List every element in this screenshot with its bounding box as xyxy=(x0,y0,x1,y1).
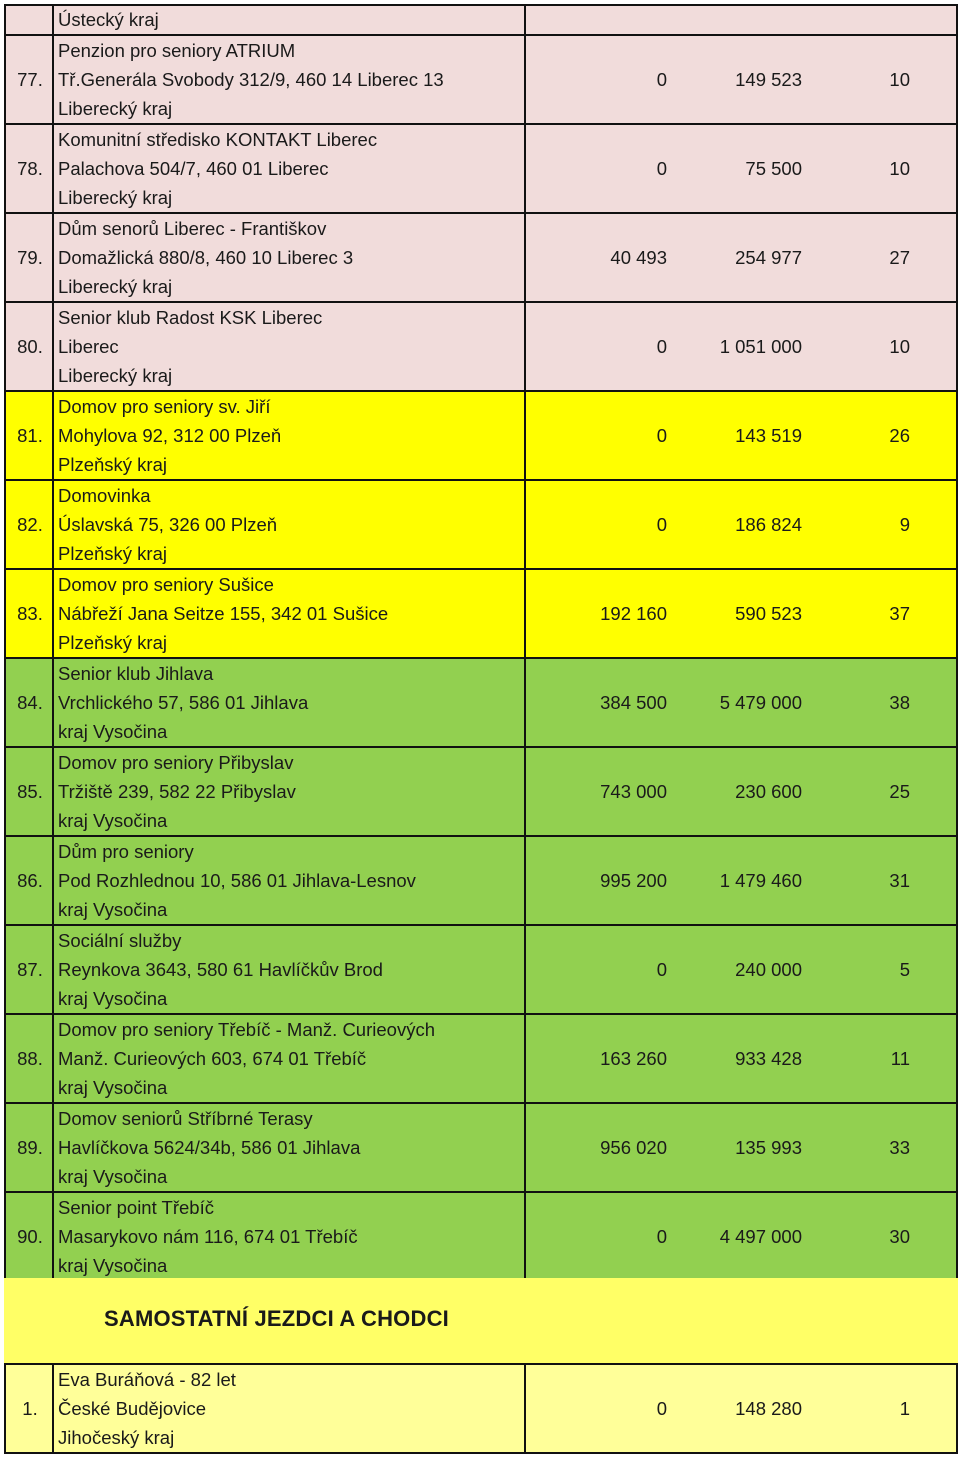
row-number: 79. xyxy=(5,213,53,302)
row-values-cell xyxy=(525,302,957,391)
row-value-1: 0 xyxy=(656,1225,667,1247)
row-name-cell xyxy=(53,569,525,658)
row-number: 89. xyxy=(5,1103,53,1192)
row-value-2: 135 993 xyxy=(735,1136,802,1158)
row-facility-name: Penzion pro seniory ATRIUM xyxy=(58,40,296,61)
row-facility-name: Domov pro seniory Třebíč - Manž. Curieových xyxy=(58,1019,435,1040)
row-value-2: 75 500 xyxy=(745,157,802,179)
row-name-cell xyxy=(53,213,525,302)
table-row xyxy=(5,836,957,925)
table-row xyxy=(5,35,957,124)
row-facility-name: Domov seniorů Stříbrné Terasy xyxy=(58,1108,313,1129)
row-region: Liberecký kraj xyxy=(58,187,173,208)
row-name-cell xyxy=(53,391,525,480)
row-value-2: 1 479 460 xyxy=(719,869,802,891)
row-values-cell xyxy=(525,925,957,1014)
row-name-cell xyxy=(53,925,525,1014)
row-value-3: 10 xyxy=(889,157,910,179)
row-name-cell xyxy=(53,35,525,124)
row-address: České Budějovice xyxy=(58,1398,207,1419)
row-number: 90. xyxy=(5,1192,53,1281)
row-address: Vrchlického 57, 586 01 Jihlava xyxy=(58,692,309,713)
row-value-2: 230 600 xyxy=(735,780,802,802)
row-value-3: 11 xyxy=(890,1047,910,1069)
row-number: 77. xyxy=(5,35,53,124)
row-name-cell xyxy=(53,302,525,391)
row-name-cell xyxy=(53,1014,525,1103)
table-row xyxy=(5,1014,957,1103)
row-number: 78. xyxy=(5,124,53,213)
section-table xyxy=(4,1363,958,1454)
row-number: 83. xyxy=(5,569,53,658)
row-name-cell xyxy=(53,747,525,836)
row-number: 85. xyxy=(5,747,53,836)
row-region: kraj Vysočina xyxy=(58,899,168,920)
row-address: Masarykovo nám 116, 674 01 Třebíč xyxy=(58,1226,358,1247)
row-number: 1. xyxy=(5,1364,53,1453)
row-value-1: 0 xyxy=(656,157,667,179)
table-row xyxy=(5,480,957,569)
section-table-body xyxy=(5,1364,957,1453)
row-address: Mohylova 92, 312 00 Plzeň xyxy=(58,425,282,446)
row-name-cell xyxy=(53,480,525,569)
row-value-2: 1 051 000 xyxy=(719,335,802,357)
row-values-cell xyxy=(525,213,957,302)
row-value-1: 384 500 xyxy=(600,691,667,713)
row-value-3: 5 xyxy=(899,958,910,980)
row-facility-name: Domov pro seniory Sušice xyxy=(58,574,274,595)
row-facility-name: Dům pro seniory xyxy=(58,841,194,862)
row-number: 80. xyxy=(5,302,53,391)
row-number: 87. xyxy=(5,925,53,1014)
table-row xyxy=(5,569,957,658)
row-facility-name: Domov pro seniory sv. Jiří xyxy=(58,396,271,417)
row-region: Liberecký kraj xyxy=(58,276,173,297)
row-region: kraj Vysočina xyxy=(58,1166,168,1187)
row-name-cell xyxy=(53,1103,525,1192)
row-address: Úslavská 75, 326 00 Plzeň xyxy=(58,514,278,535)
row-values-cell xyxy=(525,1014,957,1103)
row-region: kraj Vysočina xyxy=(58,1077,168,1098)
row-values-cell xyxy=(525,569,957,658)
row-value-2: 186 824 xyxy=(735,513,802,535)
row-values-cell xyxy=(525,747,957,836)
row-region: Plzeňský kraj xyxy=(58,454,167,475)
table-row xyxy=(5,747,957,836)
row-address: Havlíčkova 5624/34b, 586 01 Jihlava xyxy=(58,1137,361,1158)
table-row xyxy=(5,213,957,302)
table-row-partial xyxy=(5,5,957,35)
row-number-cell xyxy=(5,5,53,35)
row-value-3: 25 xyxy=(889,780,910,802)
row-value-2: 5 479 000 xyxy=(719,691,802,713)
row-value-3: 1 xyxy=(899,1397,910,1419)
row-address: Pod Rozhlednou 10, 586 01 Jihlava-Lesnov xyxy=(58,870,416,891)
row-address: Palachova 504/7, 460 01 Liberec xyxy=(58,158,329,179)
row-region: Liberecký kraj xyxy=(58,365,173,386)
row-value-1: 0 xyxy=(656,68,667,90)
row-facility-name: Komunitní středisko KONTAKT Liberec xyxy=(58,129,378,150)
row-value-2: 933 428 xyxy=(735,1047,802,1069)
row-value-3: 9 xyxy=(899,513,910,535)
row-value-1: 0 xyxy=(656,335,667,357)
row-value-2: 149 523 xyxy=(735,68,802,90)
row-name-cell xyxy=(53,124,525,213)
row-number: 86. xyxy=(5,836,53,925)
row-values-cell xyxy=(525,391,957,480)
row-value-1: 0 xyxy=(656,424,667,446)
row-values-cell xyxy=(525,1103,957,1192)
row-region: Plzeňský kraj xyxy=(58,632,167,653)
records-table-container xyxy=(4,4,958,1282)
row-value-3: 38 xyxy=(889,691,910,713)
row-address: Liberec xyxy=(58,336,119,357)
row-value-3: 26 xyxy=(889,424,910,446)
row-value-1: 0 xyxy=(656,513,667,535)
row-region: Liberecký kraj xyxy=(58,98,173,119)
table-row xyxy=(5,1364,957,1453)
row-number: 88. xyxy=(5,1014,53,1103)
table-row xyxy=(5,1103,957,1192)
row-facility-name: Domovinka xyxy=(58,485,151,506)
section-table-container xyxy=(4,1363,958,1454)
table-row xyxy=(5,391,957,480)
table-row xyxy=(5,925,957,1014)
row-value-1: 163 260 xyxy=(600,1047,667,1069)
row-value-1: 743 000 xyxy=(600,780,667,802)
row-name-cell xyxy=(53,658,525,747)
row-address: Reynkova 3643, 580 61 Havlíčkův Brod xyxy=(58,959,383,980)
row-value-2: 254 977 xyxy=(735,246,802,268)
row-value-2: 240 000 xyxy=(735,958,802,980)
section-header xyxy=(4,1278,958,1364)
row-region: Jihočeský kraj xyxy=(58,1427,175,1448)
row-address: Tř.Generála Svobody 312/9, 460 14 Liberec 13 xyxy=(58,69,444,90)
row-region: kraj Vysočina xyxy=(58,1255,168,1276)
row-value-3: 31 xyxy=(889,869,910,891)
row-value-2: 590 523 xyxy=(735,602,802,624)
row-region: Ústecký kraj xyxy=(58,9,159,30)
row-region: kraj Vysočina xyxy=(58,988,168,1009)
row-value-3: 33 xyxy=(889,1136,910,1158)
row-value-1: 0 xyxy=(656,1397,667,1419)
row-values-cell xyxy=(525,658,957,747)
table-row xyxy=(5,124,957,213)
row-number: 82. xyxy=(5,480,53,569)
row-address: Nábřeží Jana Seitze 155, 342 01 Sušice xyxy=(58,603,389,624)
row-name-cell xyxy=(53,1192,525,1281)
row-number: 81. xyxy=(5,391,53,480)
row-value-1: 40 493 xyxy=(610,246,667,268)
row-values-cell xyxy=(525,1364,957,1453)
row-value-3: 30 xyxy=(889,1225,910,1247)
row-region: kraj Vysočina xyxy=(58,721,168,742)
row-name-cell xyxy=(53,5,525,35)
row-number: 84. xyxy=(5,658,53,747)
row-value-3: 10 xyxy=(889,335,910,357)
row-value-1: 0 xyxy=(656,958,667,980)
row-value-2: 4 497 000 xyxy=(719,1225,802,1247)
row-facility-name: Sociální služby xyxy=(58,930,182,951)
row-values-cell xyxy=(525,836,957,925)
row-values-cell xyxy=(525,35,957,124)
row-value-3: 37 xyxy=(889,602,910,624)
row-values-cell xyxy=(525,124,957,213)
table-row xyxy=(5,658,957,747)
row-values-cell xyxy=(525,1192,957,1281)
row-facility-name: Eva Buráňová - 82 let xyxy=(58,1369,236,1390)
row-value-2: 148 280 xyxy=(735,1397,802,1419)
row-address: Tržiště 239, 582 22 Přibyslav xyxy=(58,781,296,802)
row-value-1: 995 200 xyxy=(600,869,667,891)
row-address: Domažlická 880/8, 460 10 Liberec 3 xyxy=(58,247,354,268)
row-region: kraj Vysočina xyxy=(58,810,168,831)
row-facility-name: Senior klub Jihlava xyxy=(58,663,214,684)
section-title: SAMOSTATNÍ JEZDCI A CHODCI xyxy=(104,1306,449,1331)
row-values-cell xyxy=(525,480,957,569)
row-facility-name: Senior point Třebíč xyxy=(58,1197,214,1218)
row-name-cell xyxy=(53,1364,525,1453)
row-value-1: 956 020 xyxy=(600,1136,667,1158)
row-value-1: 192 160 xyxy=(600,602,667,624)
row-name-cell xyxy=(53,836,525,925)
row-facility-name: Domov pro seniory Přibyslav xyxy=(58,752,294,773)
row-facility-name: Senior klub Radost KSK Liberec xyxy=(58,307,323,328)
row-value-3: 10 xyxy=(889,68,910,90)
row-region: Plzeňský kraj xyxy=(58,543,167,564)
records-table xyxy=(4,4,958,1282)
row-value-2: 143 519 xyxy=(735,424,802,446)
table-row xyxy=(5,302,957,391)
row-address: Manž. Curieových 603, 674 01 Třebíč xyxy=(58,1048,367,1069)
row-values-cell xyxy=(525,5,957,35)
records-table-body xyxy=(5,5,957,1281)
row-value-3: 27 xyxy=(889,246,910,268)
table-row xyxy=(5,1192,957,1281)
row-facility-name: Dům senorů Liberec - Františkov xyxy=(58,218,327,239)
